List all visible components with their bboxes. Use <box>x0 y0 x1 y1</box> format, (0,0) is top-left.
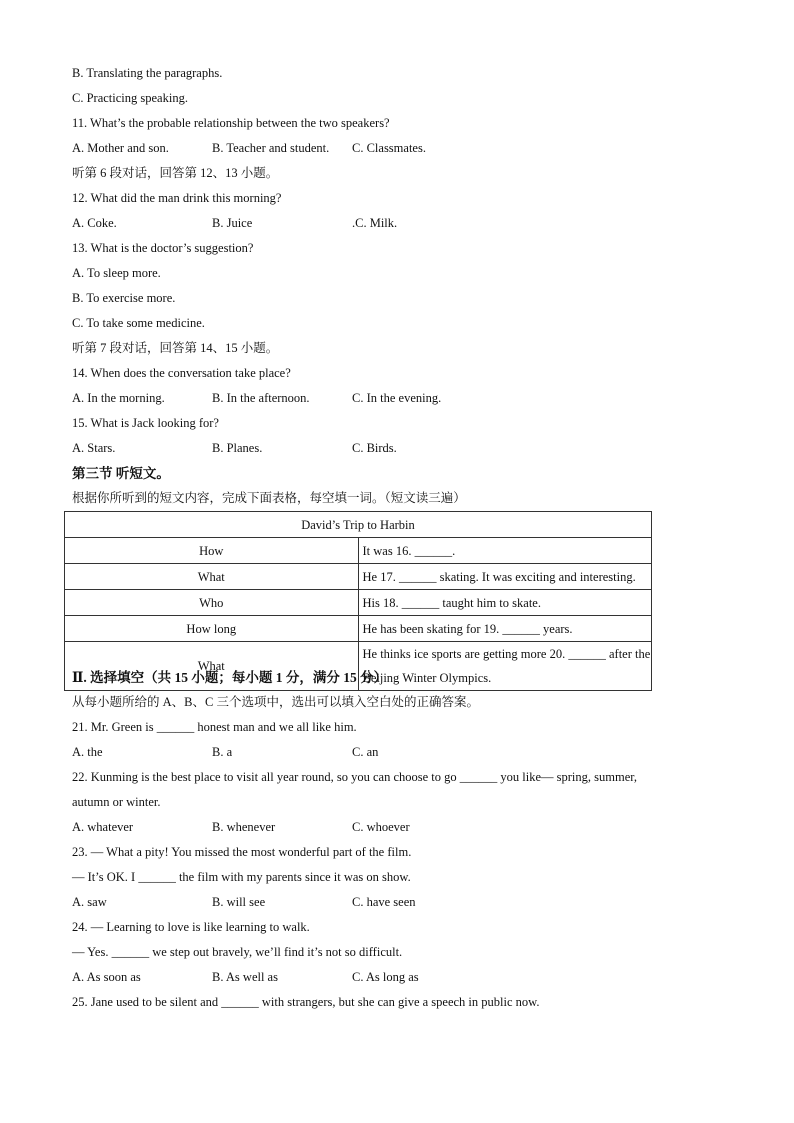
option-a: A. saw <box>72 895 107 909</box>
part-2-title: Ⅱ. 选择填空（共 15 小题；每小题 1 分，满分 15 分） <box>72 670 388 685</box>
table-row <box>65 616 652 642</box>
question-14-options <box>72 386 712 411</box>
option-b: B. a <box>212 745 233 759</box>
section-3-instruction: 根据你所听到的短文内容，完成下面表格，每空填一词。（短文读三遍） <box>72 491 466 505</box>
question-23-options <box>72 890 712 915</box>
row-label: How long <box>65 616 359 642</box>
row-text: He thinks ice sports are getting more 20. ______ after the Beijing Winter Olympics. <box>358 642 652 691</box>
option-a: A. whatever <box>72 820 134 834</box>
question-13-option-c: C. To take some medicine. <box>72 316 205 330</box>
option-a: A. Coke. <box>72 216 117 230</box>
question-21: 21. Mr. Green is ______ honest man and we all like him. <box>72 720 357 734</box>
section-3-title: 第三节 听短文。 <box>72 466 170 481</box>
table-row <box>65 590 652 616</box>
table-header: David’s Trip to Harbin <box>65 512 652 538</box>
option-c: C. have seen <box>352 895 416 909</box>
dialog-7-instruction: 听第 7 段对话，回答第 14、15 小题。 <box>72 341 279 355</box>
question-24-options <box>72 965 712 990</box>
question-13-option-a: A. To sleep more. <box>72 266 161 280</box>
option-c: C. In the evening. <box>352 391 442 405</box>
question-24: 24. — Learning to love is like learning to walk. <box>72 920 310 934</box>
question-22-options <box>72 815 712 840</box>
question-24-reply: — Yes. ______ we step out bravely, we’ll find it’s not so difficult. <box>72 945 403 959</box>
question-13: 13. What is the doctor’s suggestion? <box>72 241 254 255</box>
option-c: .C. Milk. <box>352 216 398 230</box>
option-c: C. an <box>352 745 379 759</box>
question-14: 14. When does the conversation take place? <box>72 366 291 380</box>
option-c: C. Classmates. <box>352 141 426 155</box>
dialog-6-instruction: 听第 6 段对话，回答第 12、13 小题。 <box>72 166 279 180</box>
question-25: 25. Jane used to be silent and ______ with strangers, but she can give a speech in public now. <box>72 995 540 1009</box>
table-header-row <box>65 512 652 538</box>
row-label: How <box>65 538 359 564</box>
option-b: B. Planes. <box>212 441 263 455</box>
part-2-instruction: 从每小题所给的 A、B、C 三个选项中，选出可以填入空白处的正确答案。 <box>72 695 479 709</box>
option-b: B. Teacher and student. <box>212 141 330 155</box>
row-text: He has been skating for 19. ______ years. <box>358 616 652 642</box>
option-a: A. In the morning. <box>72 391 165 405</box>
option-c: C. Birds. <box>352 441 397 455</box>
option-a: A. Stars. <box>72 441 116 455</box>
option-b: B. will see <box>212 895 266 909</box>
question-22: 22. Kunming is the best place to visit all year round, so you can choose to go ______ you like— spring, summer, <box>72 770 638 784</box>
row-label: Who <box>65 590 359 616</box>
table-row <box>65 538 652 564</box>
row-text: His 18. ______ taught him to skate. <box>358 590 652 616</box>
row-text: He 17. ______ skating. It was exciting and interesting. <box>358 564 652 590</box>
question-13-option-b: B. To exercise more. <box>72 291 176 305</box>
option-c-practicing: C. Practicing speaking. <box>72 91 188 105</box>
option-a: A. As soon as <box>72 970 141 984</box>
row-label: What <box>65 564 359 590</box>
option-c: C. whoever <box>352 820 410 834</box>
option-b: B. whenever <box>212 820 276 834</box>
option-b: B. In the afternoon. <box>212 391 310 405</box>
option-b: B. Juice <box>212 216 253 230</box>
question-23: 23. — What a pity! You missed the most wonderful part of the film. <box>72 845 412 859</box>
row-text: It was 16. ______. <box>358 538 652 564</box>
option-a: A. the <box>72 745 103 759</box>
question-11: 11. What’s the probable relationship between the two speakers? <box>72 116 390 130</box>
question-15: 15. What is Jack looking for? <box>72 416 219 430</box>
trip-table <box>64 511 652 691</box>
option-b-translating: B. Translating the paragraphs. <box>72 66 223 80</box>
question-12: 12. What did the man drink this morning? <box>72 191 282 205</box>
question-15-options <box>72 436 712 461</box>
question-22-continued: autumn or winter. <box>72 795 161 809</box>
option-c: C. As long as <box>352 970 419 984</box>
question-11-options <box>72 136 712 161</box>
question-21-options <box>72 740 712 765</box>
table-row <box>65 564 652 590</box>
option-b: B. As well as <box>212 970 278 984</box>
option-a: A. Mother and son. <box>72 141 169 155</box>
question-12-options <box>72 211 712 236</box>
question-23-reply: — It’s OK. I ______ the film with my parents since it was on show. <box>72 870 411 884</box>
row-label: What <box>65 642 359 691</box>
